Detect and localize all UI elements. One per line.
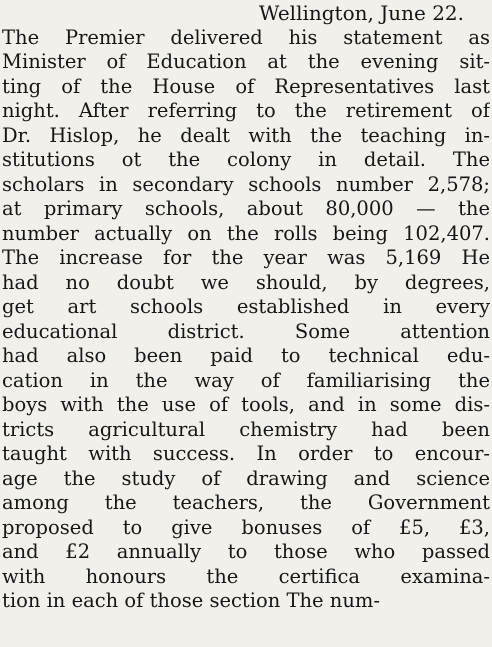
text-line: get art schools established in every xyxy=(2,295,490,318)
text-line: cation in the way of familiarising the xyxy=(2,369,490,392)
text-line: tion in each of those section The num- xyxy=(2,589,380,612)
text-line: Dr. Hislop, he dealt with the teaching in- xyxy=(2,124,490,147)
text-line: boys with the use of tools, and in some dis- xyxy=(2,393,490,416)
text-line: at primary schools, about 80,000 — the xyxy=(2,197,490,220)
text-line: had also been paid to technical edu- xyxy=(2,344,490,367)
text-line: The Premier delivered his statement as xyxy=(2,26,490,49)
text-line: educational district. Some attention xyxy=(2,320,490,343)
text-line: age the study of drawing and science xyxy=(2,467,490,490)
text-line: tricts agricultural chemistry had been xyxy=(2,418,490,441)
dateline: Wellington, June 22. xyxy=(258,1,464,25)
text-line: stitutions ot the colony in detail. The xyxy=(2,148,490,171)
text-line: among the teachers, the Government xyxy=(2,491,490,514)
text-line: had no doubt we should, by degrees, xyxy=(2,271,490,294)
text-line: ting of the House of Representatives last xyxy=(2,75,490,98)
text-line: taught with success. In order to encour- xyxy=(2,442,490,465)
text-line: number actually on the rolls being 102,407. xyxy=(2,222,490,245)
text-line: The increase for the year was 5,169 He xyxy=(2,246,490,269)
text-line: night. After referring to the retirement of xyxy=(2,99,490,122)
text-line: with honours the certifica examina- xyxy=(2,565,490,588)
text-line: scholars in secondary schools number 2,578; xyxy=(2,173,490,196)
text-line: and £2 annually to those who passed xyxy=(2,540,490,563)
text-line: proposed to give bonuses of £5, £3, xyxy=(2,516,490,539)
text-line: Minister of Education at the evening sit- xyxy=(2,50,490,73)
